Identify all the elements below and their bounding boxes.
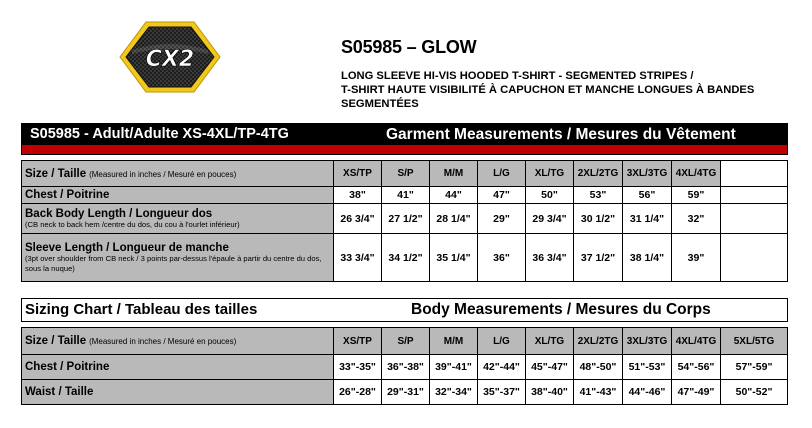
measurement-value: 37 1/2" bbox=[574, 234, 623, 282]
size-header: XS/TP bbox=[334, 161, 382, 187]
measurement-value: 28 1/4" bbox=[430, 204, 478, 234]
measurement-value: 30 1/2" bbox=[574, 204, 623, 234]
description-line: LONG SLEEVE HI-VIS HOODED T-SHIRT - SEGMENTED STRIPES / bbox=[341, 70, 694, 82]
table-row bbox=[22, 234, 788, 282]
measurement-value: 32"-34" bbox=[430, 380, 478, 405]
garment-size-header-row bbox=[22, 161, 788, 187]
size-note: (Measured in inches / Mesuré en pouces) bbox=[89, 337, 237, 346]
measurement-value: 27 1/2" bbox=[382, 204, 430, 234]
measurement-value: 53" bbox=[574, 187, 623, 204]
row-label: Chest / Poitrine bbox=[25, 361, 110, 373]
size-label: Size / Taille bbox=[25, 335, 87, 347]
size-header: S/P bbox=[382, 161, 430, 187]
measurement-value: 48"-50" bbox=[574, 355, 623, 380]
measurement-value: 39" bbox=[672, 234, 721, 282]
size-header: 4XL/4TG bbox=[672, 328, 721, 355]
size-header: 2XL/2TG bbox=[574, 161, 623, 187]
size-header: 4XL/4TG bbox=[672, 161, 721, 187]
measurement-value: 47"-49" bbox=[672, 380, 721, 405]
size-note: (Measured in inches / Mesuré en pouces) bbox=[89, 169, 237, 179]
measurement-value bbox=[721, 187, 788, 204]
measurement-value: 34 1/2" bbox=[382, 234, 430, 282]
measurement-value: 59" bbox=[672, 187, 721, 204]
size-header: L/G bbox=[478, 328, 526, 355]
red-accent-bar bbox=[22, 145, 788, 155]
size-label: Size / Taille bbox=[25, 167, 87, 180]
row-label-cell bbox=[22, 187, 334, 204]
measurement-value: 32" bbox=[672, 204, 721, 234]
measurement-value: 36 3/4" bbox=[526, 234, 574, 282]
garment-title-bar bbox=[22, 124, 788, 145]
row-label: Waist / Taille bbox=[25, 386, 94, 398]
measurement-value: 51"-53" bbox=[623, 355, 672, 380]
measurement-value: 29"-31" bbox=[382, 380, 430, 405]
measurement-value bbox=[721, 204, 788, 234]
body-title-bar bbox=[22, 299, 788, 322]
measurement-value: 35 1/4" bbox=[430, 234, 478, 282]
row-label-cell bbox=[22, 355, 334, 380]
measurement-value: 42"-44" bbox=[478, 355, 526, 380]
body-measurements-table bbox=[21, 298, 788, 405]
measurement-value: 26 3/4" bbox=[334, 204, 382, 234]
size-label-cell bbox=[22, 328, 334, 355]
measurement-value: 29 3/4" bbox=[526, 204, 574, 234]
measurement-value: 54"-56" bbox=[672, 355, 721, 380]
measurement-value: 44"-46" bbox=[623, 380, 672, 405]
measurement-value: 44" bbox=[430, 187, 478, 204]
measurement-value: 36"-38" bbox=[382, 355, 430, 380]
measurement-value: 33"-35" bbox=[334, 355, 382, 380]
measurement-value: 47" bbox=[478, 187, 526, 204]
table-row bbox=[22, 204, 788, 234]
size-header: 2XL/2TG bbox=[574, 328, 623, 355]
row-label: Sleeve Length / Longueur de manche bbox=[25, 242, 229, 254]
measurement-value bbox=[721, 234, 788, 282]
size-header: 3XL/3TG bbox=[623, 161, 672, 187]
body-title-right: Body Measurements / Mesures du Corps bbox=[411, 301, 711, 318]
size-header: M/M bbox=[430, 161, 478, 187]
row-label: Back Body Length / Longueur dos bbox=[25, 207, 213, 220]
size-header: S/P bbox=[382, 328, 430, 355]
product-code: S05985 – GLOW bbox=[341, 37, 477, 57]
measurement-value: 50" bbox=[526, 187, 574, 204]
measurement-value: 41" bbox=[382, 187, 430, 204]
size-header: 3XL/3TG bbox=[623, 328, 672, 355]
table-row bbox=[22, 380, 788, 405]
measurement-value: 33 3/4" bbox=[334, 234, 382, 282]
body-size-header-row bbox=[22, 328, 788, 355]
measurement-value: 29" bbox=[478, 204, 526, 234]
size-label-cell bbox=[22, 161, 334, 187]
body-title-left: Sizing Chart / Tableau des tailles bbox=[25, 301, 258, 318]
description-line: SEGMENTÉES bbox=[341, 98, 419, 110]
size-header: XS/TP bbox=[334, 328, 382, 355]
measurement-value: 31 1/4" bbox=[623, 204, 672, 234]
row-note: (CB neck to back hem /centre du dos, du cou à l'ourlet inférieur) bbox=[25, 219, 240, 229]
size-header: M/M bbox=[430, 328, 478, 355]
row-label-cell bbox=[22, 380, 334, 405]
row-label: Chest / Poitrine bbox=[25, 189, 110, 201]
row-label-cell bbox=[22, 234, 334, 282]
measurement-value: 41"-43" bbox=[574, 380, 623, 405]
size-header: 5XL/5TG bbox=[721, 328, 788, 355]
garment-measurements-table bbox=[21, 123, 788, 282]
size-header: XL/TG bbox=[526, 328, 574, 355]
row-note: (3pt over shoulder from CB neck / 3 points par-dessus l'épaule à partir du centre du dos, sous la nuque) bbox=[25, 254, 322, 273]
measurement-value: 38 1/4" bbox=[623, 234, 672, 282]
measurement-value: 56" bbox=[623, 187, 672, 204]
measurement-value: 38"-40" bbox=[526, 380, 574, 405]
cx2-logo bbox=[118, 20, 222, 94]
measurement-value: 50"-52" bbox=[721, 380, 788, 405]
description-line: T-SHIRT HAUTE VISIBILITÉ À CAPUCHON ET MANCHE LONGUES À BANDES bbox=[341, 84, 755, 96]
size-header bbox=[721, 161, 788, 187]
table-row bbox=[22, 187, 788, 204]
measurement-value: 35"-37" bbox=[478, 380, 526, 405]
measurement-value: 57"-59" bbox=[721, 355, 788, 380]
measurement-value: 45"-47" bbox=[526, 355, 574, 380]
measurement-value: 26"-28" bbox=[334, 380, 382, 405]
measurement-value: 38" bbox=[334, 187, 382, 204]
measurement-value: 39"-41" bbox=[430, 355, 478, 380]
garment-title-left: S05985 - Adult/Adulte XS-4XL/TP-4TG bbox=[30, 126, 289, 142]
product-description bbox=[341, 69, 771, 111]
garment-title-right: Garment Measurements / Mesures du Vêtement bbox=[386, 126, 736, 143]
measurement-value: 36" bbox=[478, 234, 526, 282]
row-label-cell bbox=[22, 204, 334, 234]
table-row bbox=[22, 355, 788, 380]
svg-text:CX2: CX2 bbox=[145, 47, 195, 72]
size-header: L/G bbox=[478, 161, 526, 187]
size-header: XL/TG bbox=[526, 161, 574, 187]
